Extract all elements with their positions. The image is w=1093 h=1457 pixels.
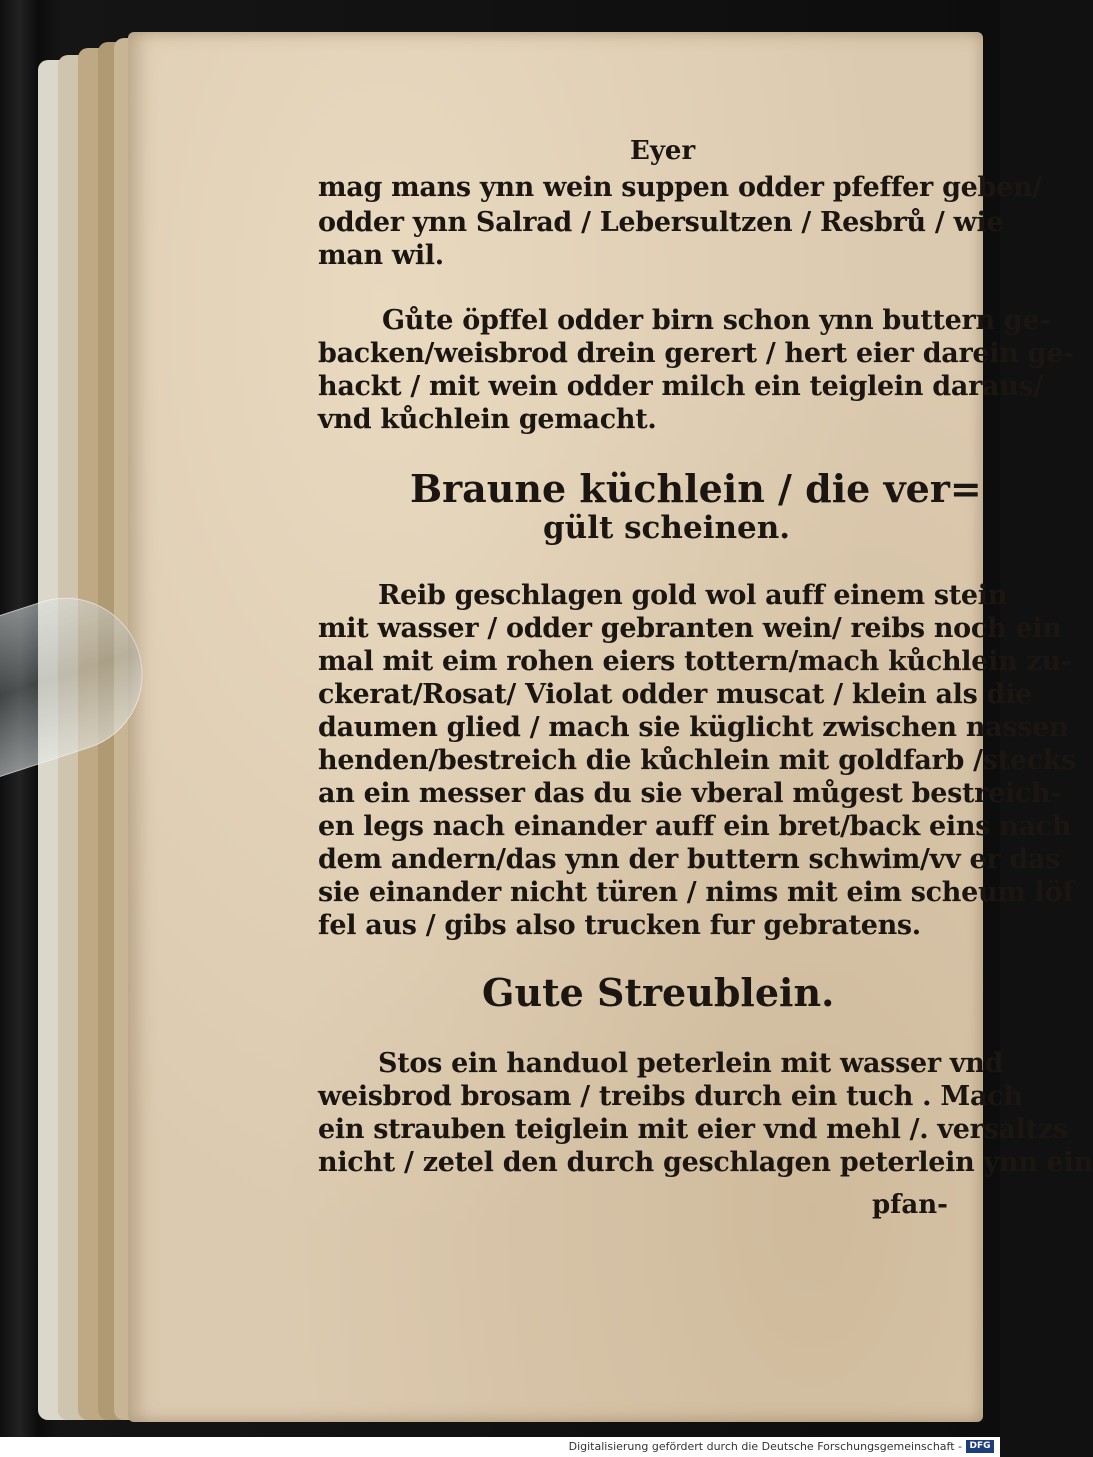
text-line: ein strauben teiglein mit eier vnd mehl /. versaltzs: [318, 1114, 1068, 1145]
footer-bar: [0, 1437, 1000, 1457]
text-line: hackt / mit wein odder milch ein teiglein daraus/: [318, 371, 1043, 402]
text-line: en legs nach einander auff ein bret/back eins nach: [318, 811, 1072, 842]
text-line: henden/bestreich die kůchlein mit goldfarb /stecks: [318, 745, 1077, 776]
text-line: sie einander nicht türen / nims mit eim scheum löf: [318, 877, 1074, 908]
text-line: mal mit eim rohen eiers tottern/mach kůchlein zu-: [318, 646, 1072, 677]
text-line: Gůte öpffel odder birn schon ynn buttern ge-: [382, 305, 1051, 336]
text-line: mit wasser / odder gebranten wein/ reibs noch ein: [318, 613, 1062, 644]
heading-braune-kuchlein-continued: gült scheinen.: [543, 510, 791, 546]
text-line: daumen glied / mach sie küglicht zwischen nassen: [318, 712, 1069, 743]
text-line: man wil.: [318, 240, 444, 271]
heading-gute-streublein: Gute Streublein.: [482, 970, 835, 1015]
catchword-bottom: pfan-: [872, 1190, 948, 1220]
funding-notice: Digitalisierung gefördert durch die Deutsche Forschungsgemeinschaft -: [568, 1440, 962, 1453]
text-line: Stos ein handuol peterlein mit wasser vnd: [378, 1048, 1004, 1079]
text-line: backen/weisbrod drein gerert / hert eier darein ge-: [318, 338, 1075, 369]
text-line: Reib geschlagen gold wol auff einem stein: [378, 580, 1008, 611]
text-line: nicht / zetel den durch geschlagen peterlein ynn ein: [318, 1147, 1093, 1178]
text-line: dem andern/das ynn der buttern schwim/vv er das: [318, 844, 1061, 875]
text-line: fel aus / gibs also trucken fur gebratens.: [318, 910, 921, 941]
text-line: vnd kůchlein gemacht.: [318, 404, 657, 435]
heading-braune-kuchlein: Braune küchlein / die ver=: [410, 466, 982, 511]
dfg-logo: DFG: [966, 1440, 994, 1453]
text-line: an ein messer das du sie vberal můgest bestreich-: [318, 778, 1062, 809]
catchword-top: Eyer: [630, 136, 696, 166]
text-line: mag mans ynn wein suppen odder pfeffer geben/: [318, 172, 1042, 203]
text-line: odder ynn Salrad / Lebersultzen / Resbrů / wie: [318, 207, 1004, 238]
text-line: weisbrod brosam / treibs durch ein tuch . Mach: [318, 1081, 1023, 1112]
text-line: ckerat/Rosat/ Violat odder muscat / klein als die: [318, 679, 1033, 710]
